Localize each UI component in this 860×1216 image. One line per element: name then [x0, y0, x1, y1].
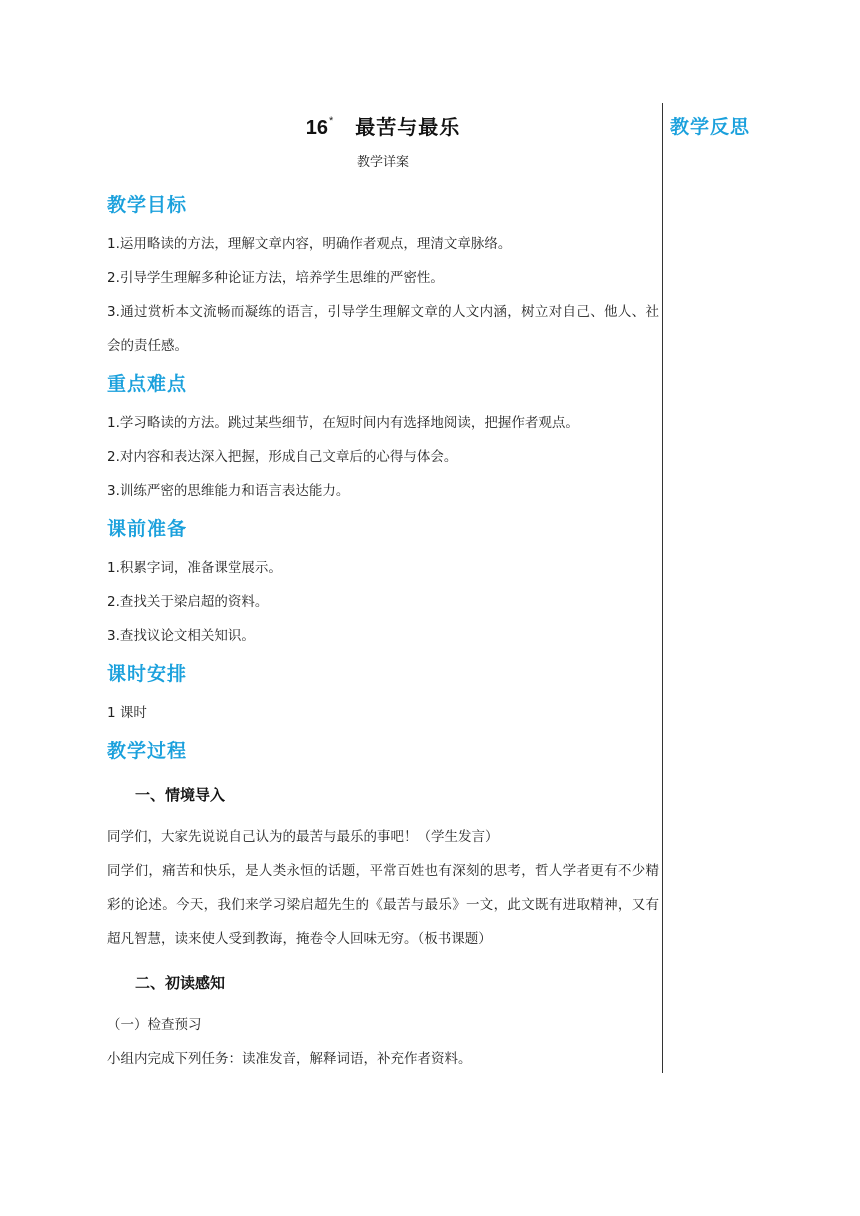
step-one-paragraph: 同学们，大家先说说自己认为的最苦与最乐的事吧！（学生发言） — [107, 829, 499, 845]
main-column — [107, 103, 659, 1076]
schedule-heading: 课时安排 — [107, 663, 188, 685]
preparation-item: 2.查找关于梁启超的资料。 — [107, 594, 269, 610]
goals-heading: 教学目标 — [107, 194, 188, 216]
step-two-title: 二、初读感知 — [135, 974, 226, 992]
key-points-heading: 重点难点 — [107, 373, 188, 395]
lesson-subtitle: 教学详案 — [356, 155, 409, 170]
goals-item: 2.引导学生理解多种论证方法，培养学生思维的严密性。 — [107, 270, 444, 286]
preparation-item: 1.积累字词，准备课堂展示。 — [107, 560, 282, 576]
lesson-number: 16 — [305, 117, 328, 139]
key-points-list — [107, 406, 659, 508]
column-divider — [662, 103, 663, 1073]
key-points-item: 1.学习略读的方法。跳过某些细节，在短时间内有选择地阅读，把握作者观点。 — [107, 415, 579, 431]
key-points-item: 3.训练严密的思维能力和语言表达能力。 — [107, 483, 350, 499]
preparation-heading: 课前准备 — [107, 518, 188, 540]
goals-item: 3.通过赏析本文流畅而凝练的语言，引导学生理解文章的人文内涵，树立对自己、他人、社会的责任感。 — [107, 304, 659, 354]
schedule-text: 1 课时 — [107, 705, 147, 721]
lesson-title — [107, 112, 659, 142]
goals-item: 1.运用略读的方法，理解文章内容，明确作者观点，理清文章脉络。 — [107, 236, 512, 252]
process-heading: 教学过程 — [107, 740, 188, 762]
lesson-mark: * — [328, 115, 334, 127]
reflection-column — [670, 112, 830, 139]
step-one-paragraph: 同学们，痛苦和快乐，是人类永恒的话题，平常百姓也有深刻的思考，哲人学者更有不少精彩的论述。今天，我们来学习梁启超先生的《最苦与最乐》一文，此文既有进取精神，又有超凡智慧，读来使人受到教诲，掩卷令人回味无穷。（板书课题） — [107, 863, 659, 947]
step-two-paragraph: 小组内完成下列任务：读准发音，解释词语，补充作者资料。 — [107, 1051, 472, 1067]
step-two-subtitle: （一）检查预习 — [107, 1017, 202, 1033]
step-one-title: 一、情境导入 — [135, 786, 226, 804]
preparation-item: 3.查找议论文相关知识。 — [107, 628, 255, 644]
lesson-title-text: 最苦与最乐 — [355, 115, 461, 139]
preparation-list — [107, 551, 659, 653]
goals-list — [107, 227, 659, 363]
reflection-heading: 教学反思 — [670, 116, 751, 138]
key-points-item: 2.对内容和表达深入把握，形成自己文章后的心得与体会。 — [107, 449, 458, 465]
